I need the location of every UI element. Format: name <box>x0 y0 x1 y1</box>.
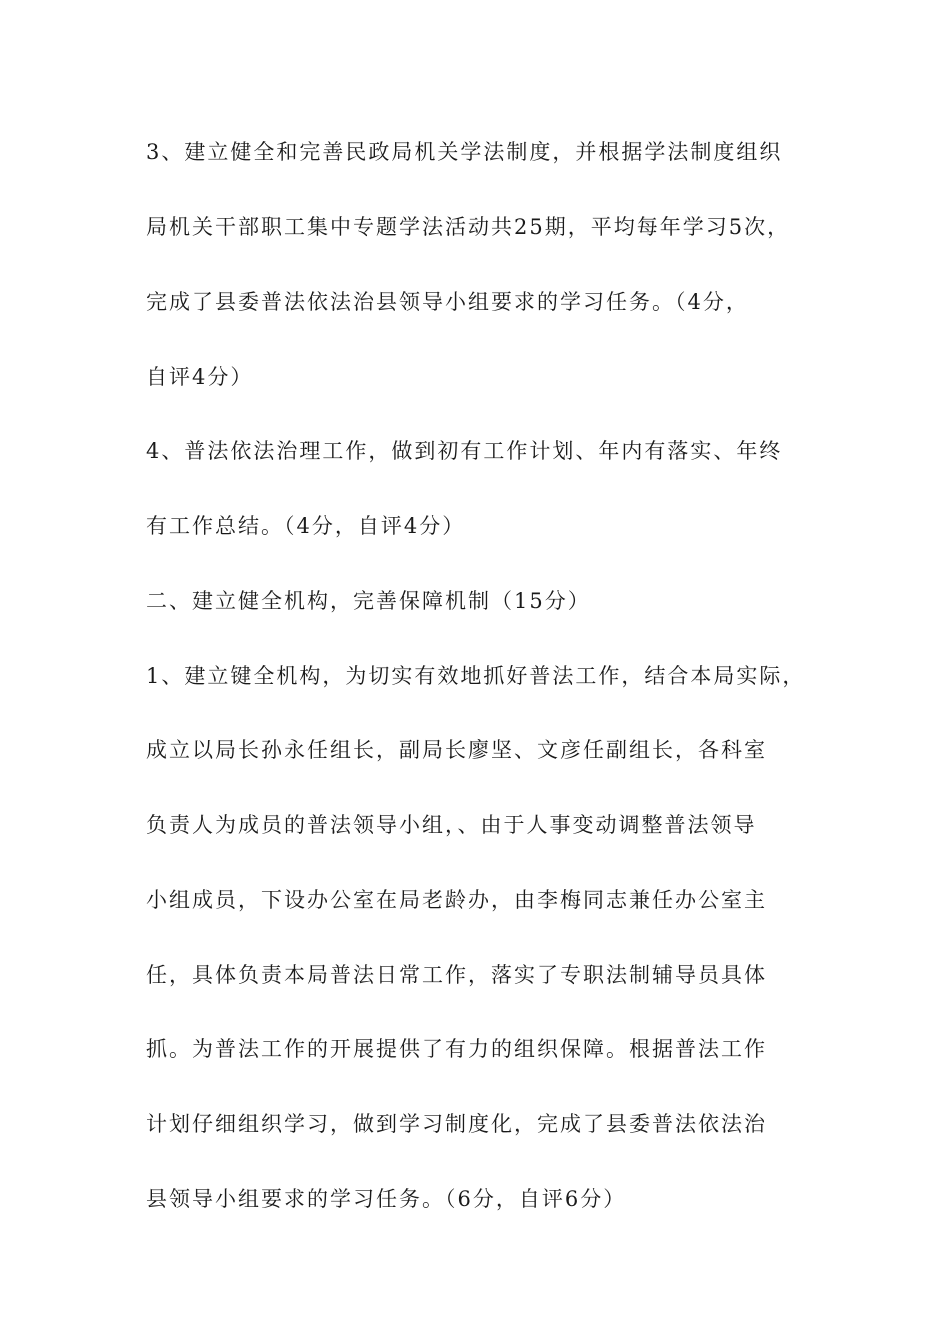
text-line: 自评4分） <box>146 365 254 389</box>
text-line: 任，具体负责本局普法日常工作，落实了专职法制辅导员具体 <box>146 963 767 987</box>
text-line: 计划仔细组织学习，做到学习制度化，完成了县委普法依法治 <box>146 1112 767 1136</box>
text-line: 县领导小组要求的学习任务。（6分，自评6分） <box>146 1187 627 1211</box>
text-line: 4、普法依法治理工作，做到初有工作计划、年内有落实、年终 <box>146 439 783 463</box>
text-line: 成立以局长孙永任组长，副局长廖坚、文彦任副组长，各科室 <box>146 738 767 762</box>
section-heading: 二、建立健全机构，完善保障机制（15分） <box>146 589 591 613</box>
text-line: 抓。为普法工作的开展提供了有力的组织保障。根据普法工作 <box>146 1037 767 1061</box>
text-line: 3、建立健全和完善民政局机关学法制度，并根据学法制度组织 <box>146 140 783 164</box>
text-line: 小组成员，下设办公室在局老龄办，由李梅同志兼任办公室主 <box>146 888 767 912</box>
text-line: 负责人为成员的普法领导小组，、由于人事变动调整普法领导 <box>146 813 757 837</box>
text-line: 1、建立键全机构，为切实有效地抓好普法工作，结合本局实际， <box>146 664 806 688</box>
text-line: 完成了县委普法依法治县领导小组要求的学习任务。（4分， <box>146 290 749 314</box>
text-line: 有工作总结。（4分，自评4分） <box>146 514 466 538</box>
text-line: 局机关干部职工集中专题学法活动共25期，平均每年学习5次， <box>146 215 791 239</box>
